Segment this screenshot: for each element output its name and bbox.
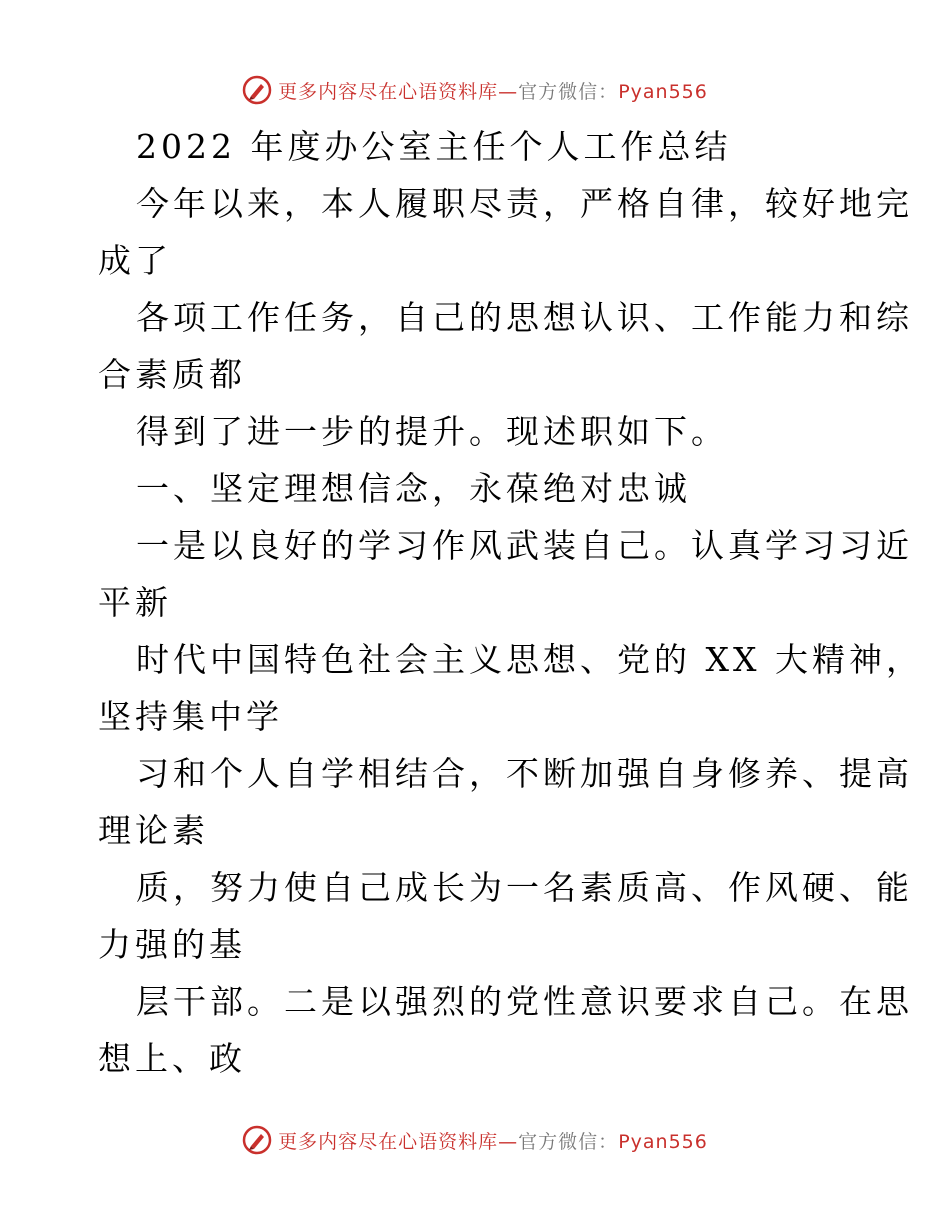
header-banner-account: Pyan556 [618,80,708,103]
footer-banner-account: Pyan556 [618,1130,708,1153]
document-title: 2022 年度办公室主任个人工作总结 [136,127,732,166]
footer-banner-text [278,1127,708,1154]
text-line: 成了 [98,241,172,280]
header-banner-slogan: 更多内容尽在心语资料库 [278,80,499,103]
text-line: 力强的基 [98,925,246,964]
text-line: 坚持集中学 [98,697,283,736]
document-body [98,118,923,1087]
header-banner-separator: — [498,80,519,103]
text-line: 各项工作任务，自己的思想认识、工作能力和综 [136,298,913,337]
text-line: 层干部。二是以强烈的党性意识要求自己。在思 [136,982,913,1021]
text-line: 理论素 [98,811,209,850]
text-line: 今年以来，本人履职尽责，严格自律，较好地完 [136,184,913,223]
text-line: 合素质都 [98,355,246,394]
footer-banner [0,1120,950,1160]
text-line: 时代中国特色社会主义思想、党的 XX 大精神， [136,640,923,679]
footer-banner-slogan: 更多内容尽在心语资料库 [278,1130,499,1153]
text-line: 平新 [98,583,172,622]
text-line: 得到了进一步的提升。现述职如下。 [136,412,728,451]
pen-logo-icon [242,1125,272,1155]
text-line: 一是以良好的学习作风武装自己。认真学习习近 [136,526,913,565]
pen-logo-icon [242,75,272,105]
text-line: 习和个人自学相结合，不断加强自身修养、提高 [136,754,913,793]
footer-banner-separator: — [498,1130,519,1153]
header-banner [0,70,950,110]
header-banner-text [278,77,708,104]
footer-banner-wechat-label: 官方微信： [518,1130,619,1153]
text-line: 质，努力使自己成长为一名素质高、作风硬、能 [136,868,913,907]
section-heading: 一、坚定理想信念，永葆绝对忠诚 [136,469,691,508]
text-line: 想上、政 [98,1039,246,1078]
header-banner-wechat-label: 官方微信： [518,80,619,103]
